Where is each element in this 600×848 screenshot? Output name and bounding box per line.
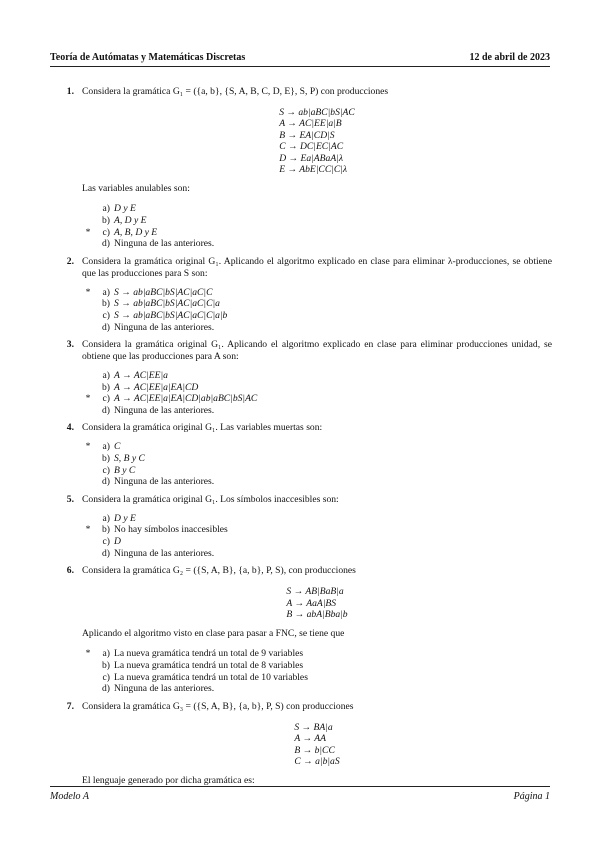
option-letter: c) (102, 464, 110, 476)
option-letter: d) (102, 404, 110, 416)
question-text: Considera la gramática original G₁. Las variables muertas son: (82, 422, 323, 434)
production-rule: A → AC|EE|a|B (279, 118, 342, 130)
answer-option (82, 287, 552, 299)
option-letter: d) (102, 321, 110, 333)
answer-option (82, 524, 552, 536)
question-text: Considera la gramática original G₁. Aplicando el algoritmo explicado en clase para eliminar λ-producciones, se obtiene que las producciones para S son: (82, 255, 552, 279)
page-footer (50, 791, 550, 802)
model-label: Modelo A (50, 791, 89, 802)
question-number: 1. (66, 86, 74, 97)
question-text: Considera la gramática original G₁. Los símbolos inaccesibles son: (82, 493, 339, 505)
option-letter: a) (102, 512, 110, 524)
production-rule: D → Ea|ABaA|λ (279, 152, 343, 164)
production-rule: S → BA|a (294, 721, 333, 733)
question-number: 3. (66, 339, 74, 351)
option-letter: a) (102, 648, 110, 660)
option-letter: a) (102, 370, 110, 382)
answer-options (82, 287, 552, 333)
option-text: Ninguna de las anteriores. (114, 547, 215, 559)
correct-mark: * (85, 524, 91, 536)
option-text: Ninguna de las anteriores. (114, 683, 215, 695)
answer-option (82, 405, 552, 417)
option-letter: d) (102, 238, 110, 250)
option-text: Ninguna de las anteriores. (114, 238, 215, 250)
answer-option (82, 203, 552, 215)
correct-mark: * (85, 226, 91, 238)
option-text: Ninguna de las anteriores. (114, 321, 215, 333)
production-rule: B → EA|CD|S (279, 129, 335, 141)
answer-option (82, 370, 552, 382)
footer-rule (50, 786, 550, 787)
productions (82, 586, 552, 620)
production-rule: S → ab|aBC|bS|AC (279, 107, 355, 118)
answer-option (82, 310, 552, 322)
option-letter: a) (102, 441, 110, 453)
production-rule: E → AbE|CC|C|λ (279, 163, 348, 175)
option-text: A → AC|EE|a|EA|CD|ab|aBC|bS|AC (114, 393, 258, 405)
option-letter: c) (102, 393, 110, 405)
option-letter: c) (102, 536, 110, 548)
question-number: 7. (66, 700, 74, 712)
option-letter: b) (102, 453, 110, 465)
answer-option (82, 672, 552, 684)
question-2 (52, 256, 552, 337)
answer-option (82, 238, 552, 250)
option-text: A, B, D y E (114, 226, 158, 238)
answer-option (82, 683, 552, 695)
answer-options (82, 203, 552, 249)
question-body (82, 494, 552, 563)
option-letter: d) (102, 547, 110, 559)
question-5 (52, 494, 552, 563)
option-letter: b) (102, 298, 110, 310)
question-body (82, 565, 552, 699)
answer-option (82, 215, 552, 227)
correct-mark: * (85, 286, 91, 298)
option-text: S → ab|aBC|bS|AC|aC|C|a (114, 298, 220, 310)
answer-option (82, 453, 552, 465)
answer-options (82, 513, 552, 559)
option-text: D y E (114, 203, 136, 215)
option-letter: b) (102, 524, 110, 536)
production-rule: A → AA (294, 733, 326, 745)
answer-option (82, 322, 552, 334)
option-text: D (114, 536, 121, 548)
option-letter: b) (102, 214, 110, 226)
option-text: La nueva gramática tendrá un total de 10 variables (114, 671, 308, 683)
option-letter: a) (102, 286, 110, 298)
option-text: A → AC|EE|a (114, 370, 168, 382)
option-text: A, D y E (114, 214, 147, 226)
question-3 (52, 339, 552, 420)
answer-option (82, 513, 552, 525)
page-number: Página 1 (513, 791, 550, 802)
option-letter: a) (102, 203, 110, 215)
option-text: La nueva gramática tendrá un total de 9 variables (114, 648, 304, 660)
correct-mark: * (85, 648, 91, 660)
question-text: Considera la gramática G₂ = ({S, A, B}, {a, b}, P, S), con producciones (82, 565, 356, 577)
answer-option (82, 476, 552, 488)
question-body (82, 256, 552, 337)
exam-date: 12 de abril de 2023 (469, 52, 550, 63)
answer-options (82, 370, 552, 416)
productions (82, 722, 552, 768)
answer-option (82, 465, 552, 477)
option-text: Ninguna de las anteriores. (114, 476, 215, 488)
productions (82, 107, 552, 175)
option-text: La nueva gramática tendrá un total de 8 variables (114, 659, 304, 671)
question-number: 4. (66, 422, 74, 434)
option-text: C (114, 441, 121, 453)
option-letter: c) (102, 671, 110, 683)
option-letter: d) (102, 683, 110, 695)
page-header (50, 52, 550, 63)
question-4 (52, 422, 552, 491)
question-text: Considera la gramática G₃ = ({S, A, B}, {a, b}, P, S) con producciones (82, 700, 354, 712)
production-rule: B → abA|Bba|b (286, 609, 348, 620)
option-text: A → AC|EE|a|EA|CD (114, 381, 199, 393)
course-title: Teoría de Autómatas y Matemáticas Discretas (50, 52, 246, 63)
question-text: Considera la gramática G₁ = ({a, b}, {S, A, B, C, D, E}, S, P) con producciones (82, 86, 389, 97)
question-body (82, 422, 552, 491)
answer-option (82, 536, 552, 548)
option-letter: b) (102, 381, 110, 393)
correct-mark: * (85, 393, 91, 405)
answer-options (82, 648, 552, 694)
option-letter: b) (102, 659, 110, 671)
answer-option (82, 382, 552, 394)
productions-column (279, 107, 355, 175)
option-text: D y E (114, 512, 136, 524)
option-text: B y C (114, 464, 136, 476)
question-prompt: Aplicando el algoritmo visto en clase para pasar a FNC, se tiene que (82, 628, 345, 640)
production-rule: C → DC|EC|AC (279, 141, 344, 153)
option-letter: d) (102, 476, 110, 488)
question-prompt: Las variables anulables son: (82, 183, 190, 195)
production-rule: B → b|CC (294, 744, 335, 756)
question-number: 6. (66, 565, 74, 577)
option-text: S, B y C (114, 453, 145, 465)
production-rule: A → AaA|BS (286, 597, 337, 609)
answer-option (82, 548, 552, 560)
exam-content (52, 86, 552, 797)
option-text: S → ab|aBC|bS|AC|aC|C|a|b (114, 309, 228, 321)
production-rule: C → a|b|aS (294, 755, 340, 767)
answer-option (82, 298, 552, 310)
option-letter: c) (102, 226, 110, 238)
option-letter: c) (102, 309, 110, 321)
correct-mark: * (85, 441, 91, 453)
question-7 (52, 701, 552, 796)
question-1 (52, 86, 552, 254)
question-number: 2. (66, 255, 74, 267)
option-text: S → ab|aBC|bS|AC|aC|C (114, 286, 213, 298)
option-text: Ninguna de las anteriores. (114, 404, 215, 416)
answer-options (82, 441, 552, 487)
option-text: No hay símbolos inaccesibles (114, 524, 228, 536)
answer-option (82, 441, 552, 453)
question-text: Considera la gramática original G₁. Aplicando el algoritmo explicado en clase para eliminar producciones unidad, se obtiene que las producciones para A son: (82, 339, 552, 363)
production-rule: S → AB|BaB|a (286, 586, 344, 598)
answer-option (82, 393, 552, 405)
question-number: 5. (66, 493, 74, 505)
question-body (82, 86, 552, 254)
question-prompt: El lenguaje generado por dicha gramática es: (82, 775, 255, 787)
header-rule (50, 66, 550, 67)
productions-column (286, 586, 347, 620)
answer-option (82, 660, 552, 672)
productions-column (294, 722, 339, 768)
question-6 (52, 565, 552, 699)
answer-option (82, 227, 552, 239)
question-body (82, 339, 552, 420)
answer-option (82, 648, 552, 660)
question-body (82, 701, 552, 796)
